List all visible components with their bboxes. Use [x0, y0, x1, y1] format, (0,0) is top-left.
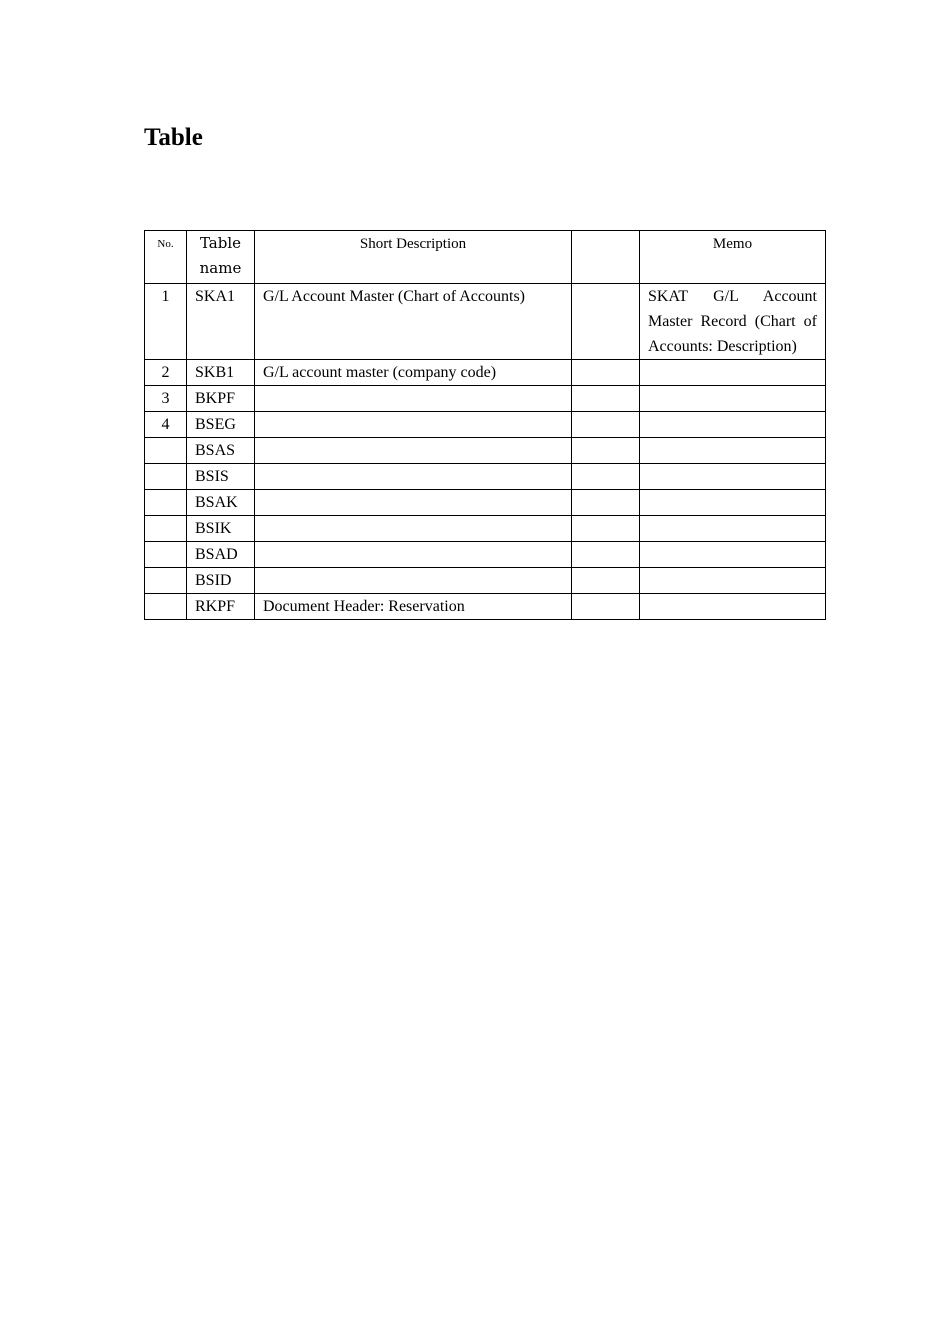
- sap-tables-table: [144, 230, 826, 620]
- cell-short-description: G/L account master (company code): [255, 360, 572, 386]
- table-row: [145, 568, 826, 594]
- cell-short-description: G/L Account Master (Chart of Accounts): [255, 284, 572, 360]
- cell-memo: [640, 490, 826, 516]
- header-blank: [572, 231, 640, 284]
- cell-table-name: BSIK: [187, 516, 255, 542]
- table-row: [145, 464, 826, 490]
- table-row: [145, 490, 826, 516]
- cell-blank: [572, 412, 640, 438]
- cell-short-description: [255, 412, 572, 438]
- cell-table-name: BSAK: [187, 490, 255, 516]
- header-memo: Memo: [640, 231, 826, 284]
- cell-blank: [572, 386, 640, 412]
- cell-table-name: BSID: [187, 568, 255, 594]
- cell-memo: [640, 360, 826, 386]
- cell-table-name: BSEG: [187, 412, 255, 438]
- header-table-name: Table name: [187, 231, 255, 284]
- table-row: [145, 516, 826, 542]
- cell-blank: [572, 438, 640, 464]
- cell-short-description: [255, 464, 572, 490]
- cell-table-name: SKA1: [187, 284, 255, 360]
- cell-memo: [640, 542, 826, 568]
- page-title: Table: [144, 124, 203, 151]
- cell-table-name: RKPF: [187, 594, 255, 620]
- cell-no: 4: [145, 412, 187, 438]
- cell-blank: [572, 568, 640, 594]
- table-row: [145, 284, 826, 360]
- cell-table-name: BSAS: [187, 438, 255, 464]
- table-row: [145, 438, 826, 464]
- cell-table-name: SKB1: [187, 360, 255, 386]
- cell-short-description: [255, 438, 572, 464]
- header-short-description: Short Description: [255, 231, 572, 284]
- cell-memo: [640, 386, 826, 412]
- table-row: [145, 386, 826, 412]
- cell-no: [145, 594, 187, 620]
- table-header-row: [145, 231, 826, 284]
- cell-no: [145, 464, 187, 490]
- cell-short-description: [255, 386, 572, 412]
- cell-blank: [572, 490, 640, 516]
- table-row: [145, 360, 826, 386]
- cell-memo: [640, 412, 826, 438]
- cell-no: [145, 516, 187, 542]
- cell-no: 3: [145, 386, 187, 412]
- cell-short-description: [255, 516, 572, 542]
- cell-memo: SKAT G/L Account Master Record (Chart of Accounts: Description): [640, 284, 826, 360]
- cell-short-description: [255, 490, 572, 516]
- cell-blank: [572, 594, 640, 620]
- cell-short-description: Document Header: Reservation: [255, 594, 572, 620]
- cell-no: 2: [145, 360, 187, 386]
- cell-memo: [640, 516, 826, 542]
- cell-short-description: [255, 542, 572, 568]
- cell-blank: [572, 360, 640, 386]
- cell-blank: [572, 464, 640, 490]
- cell-blank: [572, 542, 640, 568]
- cell-no: [145, 438, 187, 464]
- cell-table-name: BKPF: [187, 386, 255, 412]
- cell-no: 1: [145, 284, 187, 360]
- cell-memo: [640, 438, 826, 464]
- table-row: [145, 542, 826, 568]
- cell-memo: [640, 464, 826, 490]
- cell-blank: [572, 284, 640, 360]
- table-body: [145, 284, 826, 620]
- cell-short-description: [255, 568, 572, 594]
- table-row: [145, 412, 826, 438]
- cell-memo: [640, 568, 826, 594]
- header-no: No.: [145, 231, 187, 284]
- cell-memo: [640, 594, 826, 620]
- cell-table-name: BSIS: [187, 464, 255, 490]
- table-row: [145, 594, 826, 620]
- cell-no: [145, 568, 187, 594]
- cell-no: [145, 542, 187, 568]
- cell-blank: [572, 516, 640, 542]
- cell-table-name: BSAD: [187, 542, 255, 568]
- cell-no: [145, 490, 187, 516]
